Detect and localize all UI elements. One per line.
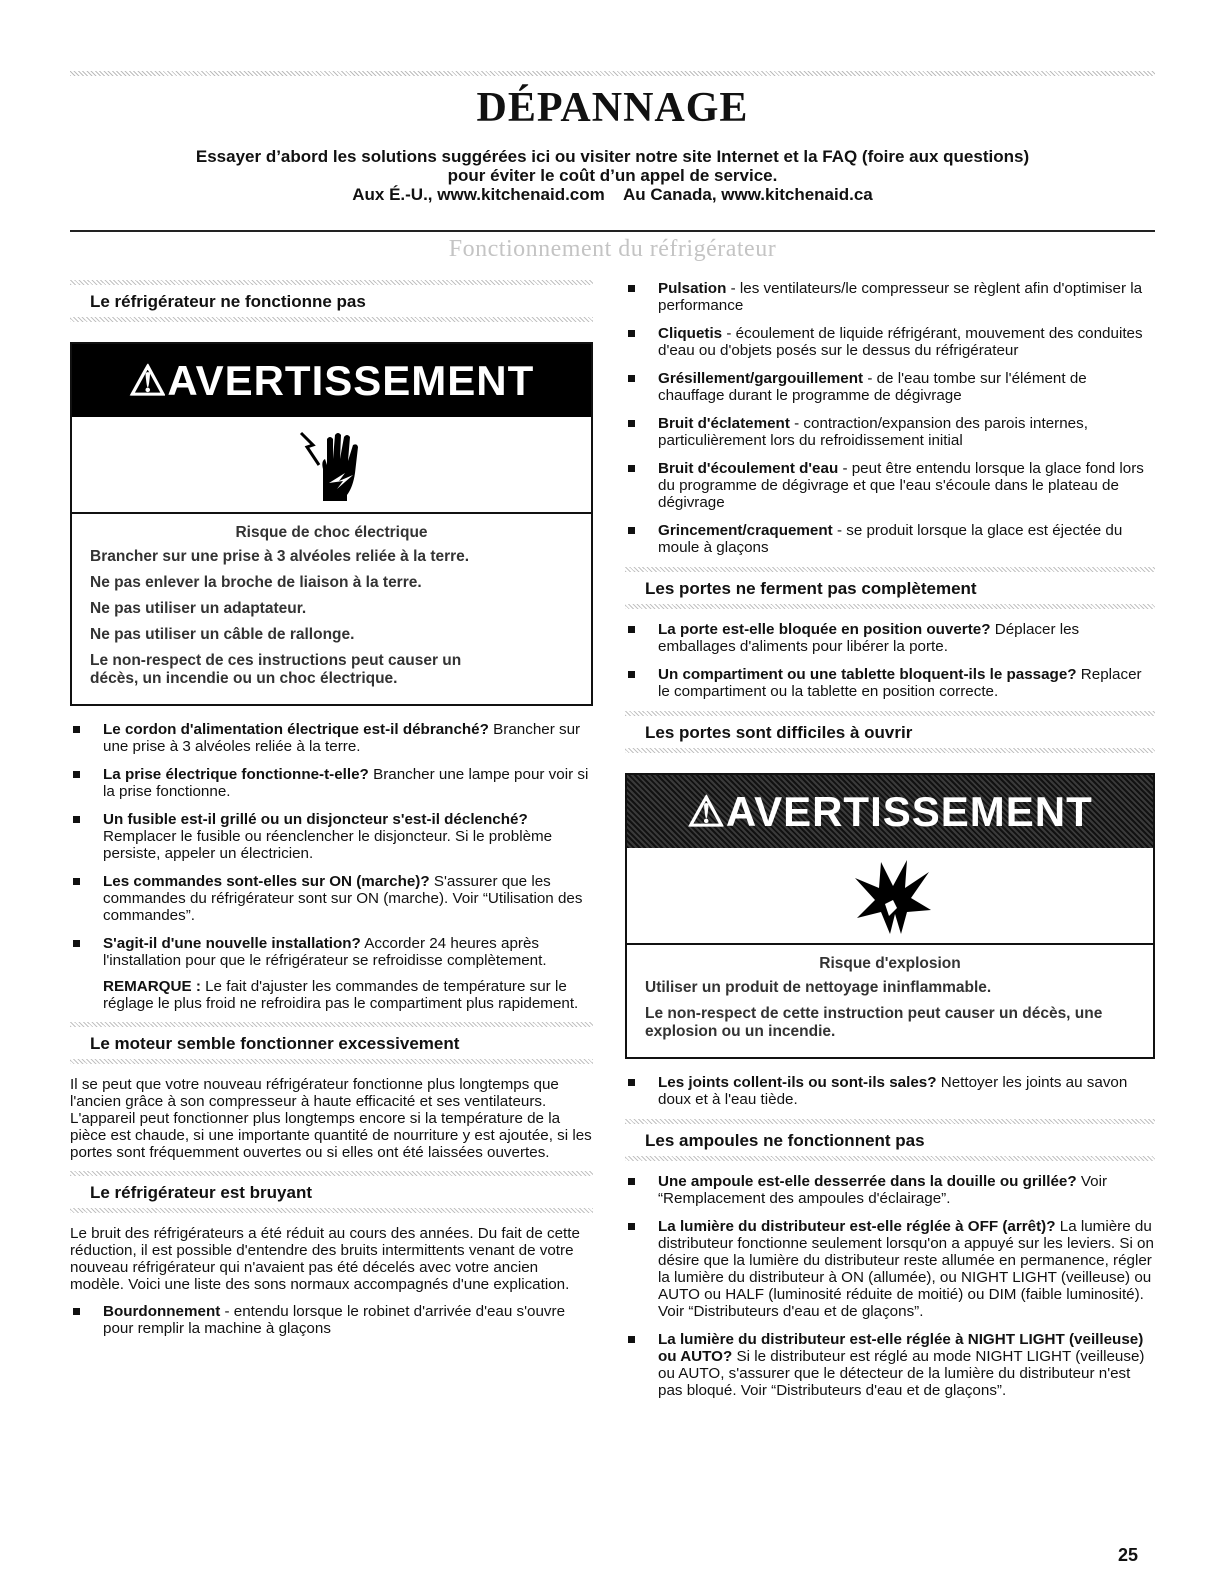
- list-item: Un compartiment ou une tablette bloquent-ils le passage? Replacer le compartiment ou la tablette en position correcte.: [625, 666, 1155, 700]
- warning-line-2: Le non-respect de cette instruction peut causer un décès, une explosion ou un incendie.: [645, 1005, 1103, 1040]
- paragraph-motor: Il se peut que votre nouveau réfrigérateur fonctionne plus longtemps que l'ancien grâce à son compresseur à haute efficacité et ses ventilateurs. L'appareil peut fonctionner plus longtemps encore si la température de la pièce est chaude, si une importante quantité de nourriture y est ajoutée, si les portes sont fréquemment ouvertes ou si elles ont été laissées ouvertes.: [70, 1076, 592, 1161]
- warning-risk-title: Risque de choc électrique: [235, 524, 428, 541]
- bullet-square-icon: [628, 1079, 635, 1086]
- warning-box-electric-shock: [70, 342, 593, 706]
- electric-shock-hand-icon: [72, 417, 591, 514]
- bullet-square-icon: [73, 1308, 80, 1315]
- left-column: [70, 280, 593, 1348]
- bullet-square-icon: [628, 1178, 635, 1185]
- section-title: Fonctionnement du réfrigérateur: [448, 236, 777, 262]
- list-item: La porte est-elle bloquée en position ouverte? Déplacer les emballages d'aliments pour libérer la porte.: [625, 621, 1155, 655]
- list-item: La lumière du distributeur est-elle réglée à OFF (arrêt)? La lumière du distributeur fonctionne seulement lorsqu'on a appuyé sur les leviers. Si on désire que la lumière du distributeur reste allumée en permanence, régler la lumière du distributeur à ON (allumée), ou NIGHT LIGHT (veilleuse) ou AUTO ou HALF (luminosité réduite de moitié) ou DIM (faible luminosité). Voir “Distributeurs d'eau et de glaçons”.: [625, 1218, 1155, 1320]
- heading-doors-not-closing: Les portes ne ferment pas complètement: [645, 579, 977, 598]
- explosion-icon: [627, 848, 1153, 945]
- bullet-square-icon: [628, 285, 635, 292]
- list-item: Les commandes sont-elles sur ON (marche)? S'assurer que les commandes du réfrigérateur sont sur ON (marche). Voir “Utilisation des commandes”.: [70, 873, 593, 924]
- intro-line-3: Aux É.-U., www.kitchenaid.com Au Canada, www.kitchenaid.ca: [352, 185, 873, 204]
- heading-bulbs-not-working: Les ampoules ne fonctionnent pas: [645, 1131, 925, 1150]
- bullet-square-icon: [73, 726, 80, 733]
- heading-refrigerator-noisy: Le réfrigérateur est bruyant: [90, 1183, 313, 1202]
- bullet-square-icon: [628, 375, 635, 382]
- bullet-square-icon: [628, 420, 635, 427]
- bullet-square-icon: [628, 671, 635, 678]
- list-item: Bourdonnement - entendu lorsque le robinet d'arrivée d'eau s'ouvre pour remplir la machine à glaçons: [70, 1303, 593, 1337]
- list-item: Les joints collent-ils ou sont-ils sales? Nettoyer les joints au savon doux et à l'eau tiède.: [625, 1074, 1155, 1108]
- warning-header: ⚠AVERTISSEMENT: [627, 775, 1153, 848]
- heading-doors-hard-to-open: Les portes sont difficiles à ouvrir: [645, 723, 913, 742]
- warning-line-5: Le non-respect de ces instructions peut causer un décès, un incendie ou un choc électrique.: [90, 652, 462, 687]
- intro-line-2: pour éviter le coût d’un appel de service.: [447, 166, 778, 185]
- bullet-square-icon: [73, 771, 80, 778]
- bullet-square-icon: [628, 527, 635, 534]
- bullet-square-icon: [628, 465, 635, 472]
- page-title: DÉPANNAGE: [476, 85, 749, 131]
- warning-box-explosion: [625, 773, 1155, 1059]
- warning-line-3: Ne pas utiliser un adaptateur.: [90, 600, 307, 617]
- bullet-square-icon: [628, 1223, 635, 1230]
- bullet-square-icon: [628, 330, 635, 337]
- warning-line-2: Ne pas enlever la broche de liaison à la terre.: [90, 574, 422, 591]
- warning-line-1: Utiliser un produit de nettoyage ininflammable.: [645, 979, 992, 996]
- list-item: La prise électrique fonctionne-t-elle? Brancher une lampe pour voir si la prise fonctionne.: [70, 766, 593, 800]
- warning-header: ⚠AVERTISSEMENT: [72, 344, 591, 417]
- right-column: [625, 280, 1155, 1410]
- list-item: Le cordon d'alimentation électrique est-il débranché? Brancher sur une prise à 3 alvéoles reliée à la terre.: [70, 721, 593, 755]
- bullet-square-icon: [628, 1336, 635, 1343]
- list-item: Une ampoule est-elle desserrée dans la douille ou grillée? Voir “Remplacement des ampoules d'éclairage”.: [625, 1173, 1155, 1207]
- heading-refrigerator-not-working: Le réfrigérateur ne fonctionne pas: [90, 292, 366, 311]
- warning-body: [627, 945, 1153, 1057]
- paragraph-noise: Le bruit des réfrigérateurs a été réduit au cours des années. Du fait de cette réduction, il est possible d'entendre des bruits intermittents venant de votre nouveau réfrigérateur qui n'avaient pas été décelés avec votre ancien modèle. Voici une liste des sons normaux accompagnés d'une explication.: [70, 1225, 580, 1293]
- list-item: Bruit d'éclatement - contraction/expansion des parois internes, particulièrement lors du refroidissement initial: [625, 415, 1155, 449]
- warning-risk-title: Risque d'explosion: [819, 955, 961, 972]
- list-item: La lumière du distributeur est-elle réglée à NIGHT LIGHT (veilleuse) ou AUTO? Si le distributeur est réglé au mode NIGHT LIGHT (veilleuse) ou AUTO, s'assurer que le détecteur de la lumière du distributeur n'est pas bloqué. Voir “Distributeurs d'eau et de glaçons”.: [625, 1331, 1155, 1399]
- page-number: 25: [1118, 1545, 1139, 1565]
- top-decorative-band: [70, 71, 1155, 76]
- bullet-square-icon: [73, 878, 80, 885]
- warning-line-4: Ne pas utiliser un câble de rallonge.: [90, 626, 355, 643]
- list-item: Cliquetis - écoulement de liquide réfrigérant, mouvement des conduites d'eau ou d'objets posés sur le dessus du réfrigérateur: [625, 325, 1155, 359]
- list-item: S'agit-il d'une nouvelle installation? Accorder 24 heures après l'installation pour que le réfrigérateur se refroidisse complètement.: [70, 935, 593, 969]
- list-item: Un fusible est-il grillé ou un disjoncteur s'est-il déclenché? Remplacer le fusible ou réenclencher le disjoncteur. Si le problème persiste, appeler un électricien.: [70, 811, 593, 862]
- list-item: Pulsation - les ventilateurs/le compresseur se règlent afin d'optimiser la performance: [625, 280, 1155, 314]
- list-item: Bruit d'écoulement d'eau - peut être entendu lorsque la glace fond lors du programme de dégivrage et que l'eau s'écoule dans le plateau de dégivrage: [625, 460, 1155, 511]
- note: REMARQUE : Le fait d'ajuster les commandes de température sur le réglage le plus froid ne refroidira pas le compartiment plus rapidement.: [103, 978, 579, 1012]
- intro-text: [0, 147, 1225, 204]
- list-item: Grincement/craquement - se produit lorsque la glace est éjectée du moule à glaçons: [625, 522, 1155, 556]
- warning-line-1: Brancher sur une prise à 3 alvéoles reliée à la terre.: [90, 548, 470, 565]
- intro-line-1: Essayer d’abord les solutions suggérées ici ou visiter notre site Internet et la FAQ (foire aux questions): [195, 147, 1030, 166]
- bullet-square-icon: [628, 626, 635, 633]
- warning-body: [72, 514, 591, 704]
- list-item: Grésillement/gargouillement - de l'eau tombe sur l'élément de chauffage durant le programme de dégivrage: [625, 370, 1155, 404]
- heading-motor-runs-excessively: Le moteur semble fonctionner excessivement: [90, 1034, 460, 1053]
- bullet-square-icon: [73, 816, 80, 823]
- divider: [70, 230, 1155, 232]
- bullet-square-icon: [73, 940, 80, 947]
